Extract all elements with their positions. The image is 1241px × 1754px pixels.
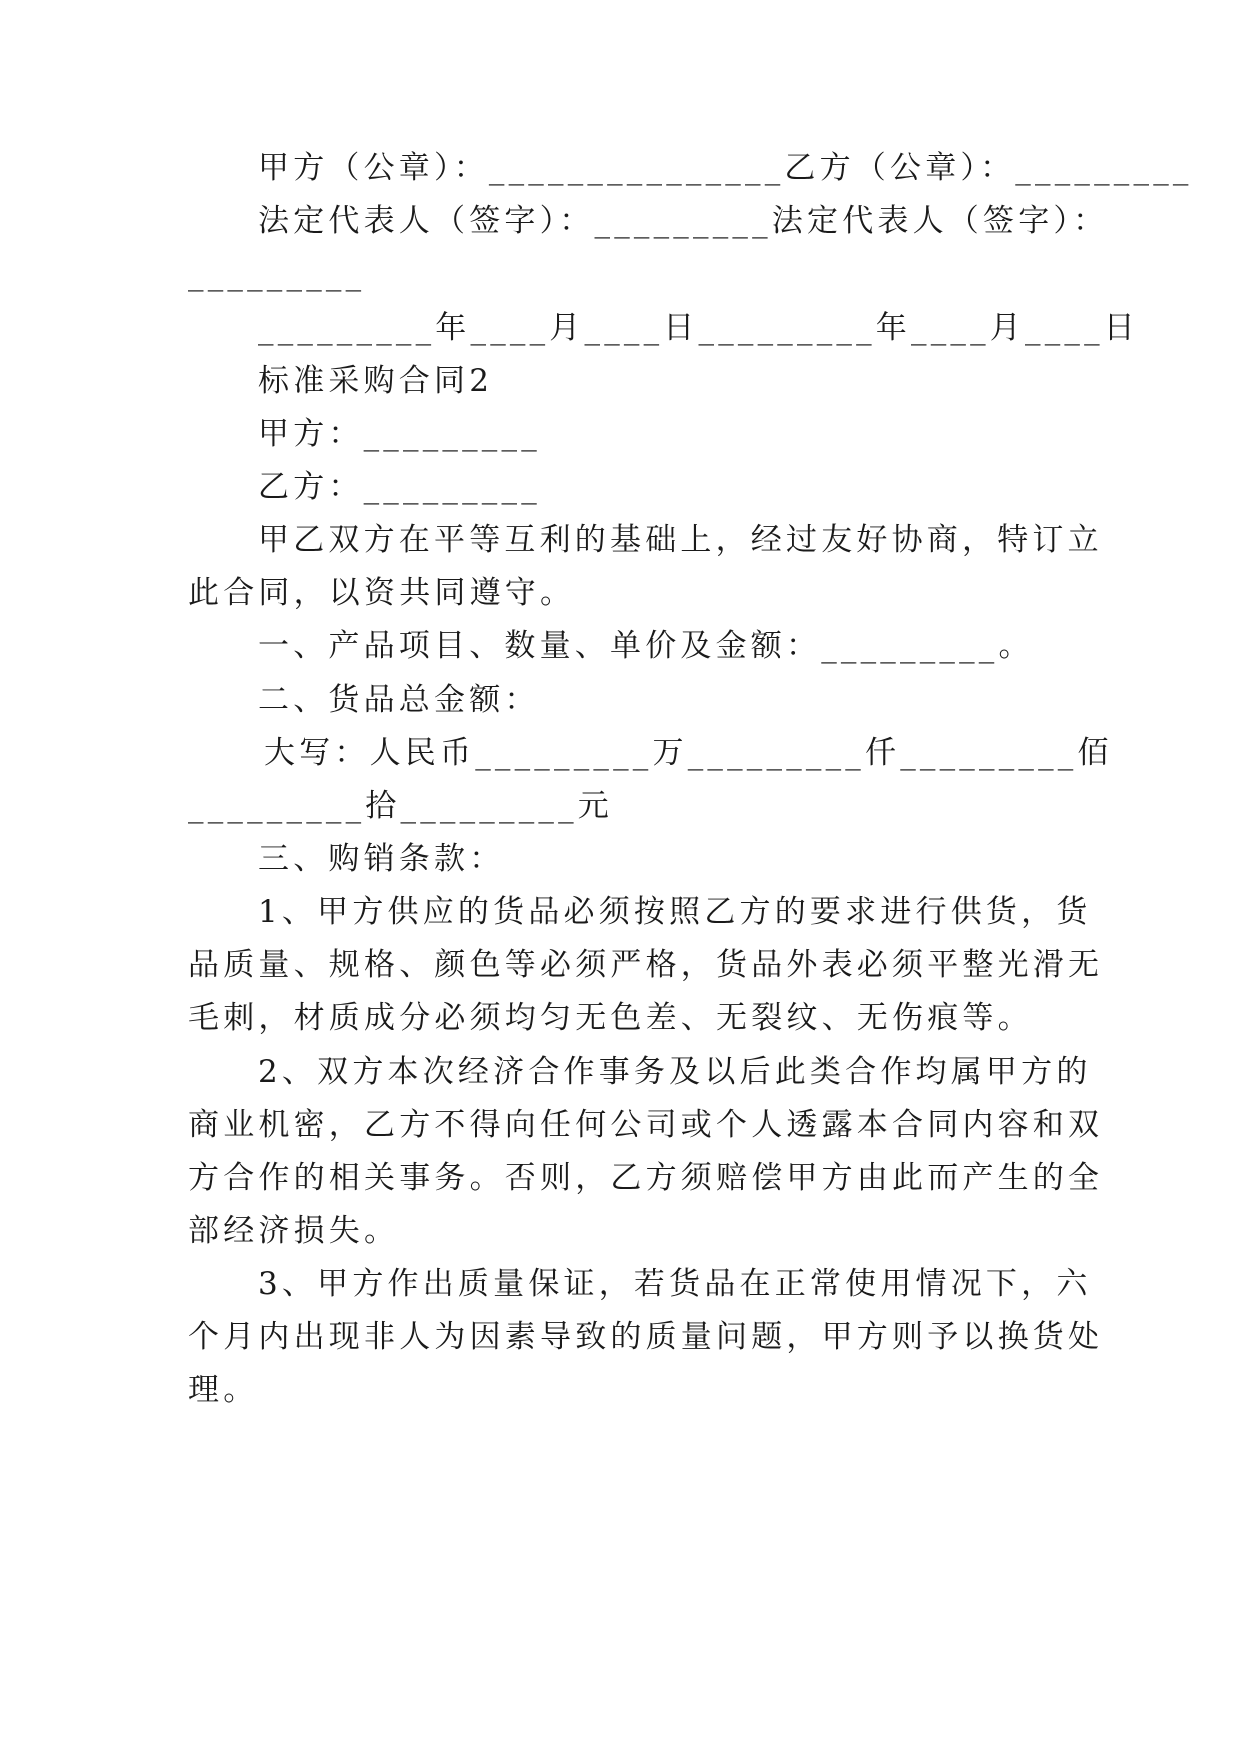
term-1-line-1: 1、甲方供应的货品必须按照乙方的要求进行供货，货 <box>258 894 1092 930</box>
signature-date-line: _________年____月____日_________年____月____日 <box>258 310 1139 346</box>
intro-paragraph-line-2: 此合同，以资共同遵守。 <box>188 575 576 611</box>
term-3-line-3: 理。 <box>188 1372 259 1408</box>
term-2-line-1: 2、双方本次经济合作事务及以后此类合作均属甲方的 <box>258 1054 1092 1090</box>
term-1-line-3: 毛刺，材质成分必须均匀无色差、无裂纹、无伤痕等。 <box>188 1000 1033 1036</box>
clause-1: 一、产品项目、数量、单价及金额：_________。 <box>258 628 1034 664</box>
party-b-line: 乙方：_________ <box>258 469 541 505</box>
clause-3: 三、购销条款： <box>258 841 505 877</box>
term-3-line-2: 个月内出现非人为因素导致的质量问题，甲方则予以换货处 <box>188 1319 1104 1355</box>
signature-legal-rep-line: 法定代表人（签字）：_________法定代表人（签字）： <box>258 203 1109 239</box>
signature-legal-rep-blank: _________ <box>188 256 366 292</box>
clause-2: 二、货品总金额： <box>258 682 540 718</box>
term-2-line-4: 部经济损失。 <box>188 1213 400 1249</box>
party-a-line: 甲方：_________ <box>258 416 541 452</box>
term-1-line-2: 品质量、规格、颜色等必须严格，货品外表必须平整光滑无 <box>188 947 1104 983</box>
signature-seal-line: 甲方（公章）：_______________乙方（公章）：_________ <box>258 150 1193 186</box>
contract-title: 标准采购合同2 <box>258 363 494 399</box>
term-2-line-3: 方合作的相关事务。否则，乙方须赔偿甲方由此而产生的全 <box>188 1160 1104 1196</box>
term-2-line-2: 商业机密，乙方不得向任何公司或个人透露本合同内容和双 <box>188 1107 1104 1143</box>
amount-line-1: 大写：人民币_________万_________仟_________佰 <box>264 735 1113 771</box>
amount-line-2: _________拾_________元 <box>188 788 613 824</box>
term-3-line-1: 3、甲方作出质量保证，若货品在正常使用情况下，六 <box>258 1266 1092 1302</box>
intro-paragraph-line-1: 甲乙双方在平等互利的基础上，经过友好协商，特订立 <box>258 522 1103 558</box>
